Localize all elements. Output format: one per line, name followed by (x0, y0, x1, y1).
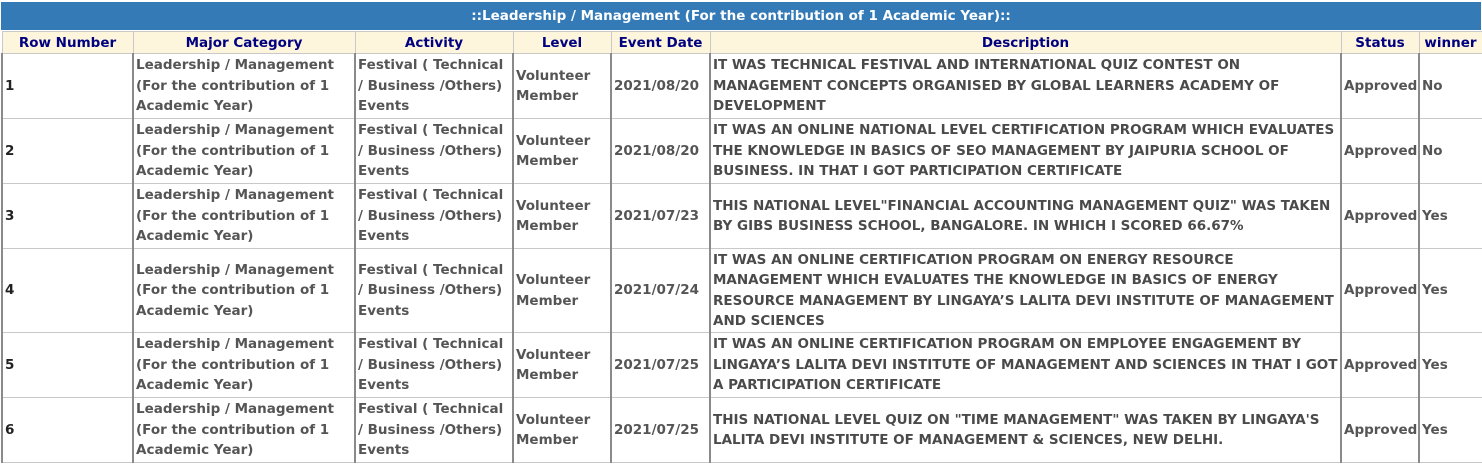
cell-major-category: Leadership / Management (For the contribution of 1 Academic Year) (133, 54, 355, 119)
header-description: Description (710, 32, 1341, 54)
cell-event-date: 2021/08/20 (611, 54, 710, 119)
cell-status: Approved (1341, 249, 1419, 333)
activity-panel (1, 2, 1481, 463)
cell-level: Volunteer Member (513, 333, 611, 398)
cell-event-date: 2021/08/20 (611, 119, 710, 184)
cell-description: THIS NATIONAL LEVEL"FINANCIAL ACCOUNTING MANAGEMENT QUIZ" WAS TAKEN BY GIBS BUSINESS SCHOOL, BANGALORE. IN WHICH I SCORED 66.67% (710, 184, 1341, 249)
cell-winner: No (1419, 54, 1482, 119)
cell-row-number: 1 (2, 54, 133, 119)
header-activity: Activity (355, 32, 513, 54)
activity-table (1, 31, 1482, 463)
table-row (2, 398, 1482, 463)
cell-activity: Festival ( Technical / Business /Others) Events (355, 398, 513, 463)
cell-status: Approved (1341, 398, 1419, 463)
table-row (2, 184, 1482, 249)
cell-major-category: Leadership / Management (For the contribution of 1 Academic Year) (133, 333, 355, 398)
cell-row-number: 2 (2, 119, 133, 184)
cell-row-number: 4 (2, 249, 133, 333)
cell-status: Approved (1341, 184, 1419, 249)
cell-level: Volunteer Member (513, 184, 611, 249)
cell-description: IT WAS AN ONLINE CERTIFICATION PROGRAM ON EMPLOYEE ENGAGEMENT BY LINGAYA’S LALITA DEVI INSTITUTE OF MANAGEMENT AND SCIENCES IN THAT I GOT A PARTICIPATION CERTIFICATE (710, 333, 1341, 398)
header-event-date: Event Date (611, 32, 710, 54)
cell-row-number: 5 (2, 333, 133, 398)
cell-winner: Yes (1419, 398, 1482, 463)
header-row-number: Row Number (2, 32, 133, 54)
cell-description: IT WAS AN ONLINE CERTIFICATION PROGRAM ON ENERGY RESOURCE MANAGEMENT WHICH EVALUATES THE KNOWLEDGE IN BASICS OF ENERGY RESOURCE MANAGEMENT BY LINGAYA’S LALITA DEVI INSTITUTE OF MANAGEMENT AND SCIENCES (710, 249, 1341, 333)
section-banner: ::Leadership / Management (For the contribution of 1 Academic Year):: (1, 2, 1481, 30)
table-row (2, 249, 1482, 333)
cell-level: Volunteer Member (513, 54, 611, 119)
header-winner: winner (1419, 32, 1482, 54)
cell-level: Volunteer Member (513, 398, 611, 463)
cell-row-number: 3 (2, 184, 133, 249)
header-status: Status (1341, 32, 1419, 54)
cell-status: Approved (1341, 333, 1419, 398)
cell-major-category: Leadership / Management (For the contribution of 1 Academic Year) (133, 184, 355, 249)
cell-status: Approved (1341, 54, 1419, 119)
cell-event-date: 2021/07/23 (611, 184, 710, 249)
cell-activity: Festival ( Technical / Business /Others) Events (355, 119, 513, 184)
table-row (2, 119, 1482, 184)
cell-winner: Yes (1419, 333, 1482, 398)
cell-major-category: Leadership / Management (For the contribution of 1 Academic Year) (133, 119, 355, 184)
cell-description: THIS NATIONAL LEVEL QUIZ ON "TIME MANAGEMENT" WAS TAKEN BY LINGAYA'S LALITA DEVI INSTITUTE OF MANAGEMENT & SCIENCES, NEW DELHI. (710, 398, 1341, 463)
header-major-category: Major Category (133, 32, 355, 54)
cell-activity: Festival ( Technical / Business /Others) Events (355, 249, 513, 333)
cell-activity: Festival ( Technical / Business /Others) Events (355, 333, 513, 398)
cell-winner: No (1419, 119, 1482, 184)
cell-row-number: 6 (2, 398, 133, 463)
cell-event-date: 2021/07/24 (611, 249, 710, 333)
cell-level: Volunteer Member (513, 249, 611, 333)
cell-event-date: 2021/07/25 (611, 398, 710, 463)
cell-major-category: Leadership / Management (For the contribution of 1 Academic Year) (133, 249, 355, 333)
cell-activity: Festival ( Technical / Business /Others) Events (355, 184, 513, 249)
cell-description: IT WAS TECHNICAL FESTIVAL AND INTERNATIONAL QUIZ CONTEST ON MANAGEMENT CONCEPTS ORGANISED BY GLOBAL LEARNERS ACADEMY OF DEVELOPMENT (710, 54, 1341, 119)
cell-activity: Festival ( Technical / Business /Others) Events (355, 54, 513, 119)
table-header (2, 32, 1482, 54)
table-row (2, 54, 1482, 119)
cell-winner: Yes (1419, 249, 1482, 333)
cell-description: IT WAS AN ONLINE NATIONAL LEVEL CERTIFICATION PROGRAM WHICH EVALUATES THE KNOWLEDGE IN BASICS OF SEO MANAGEMENT BY JAIPURIA SCHOOL OF BUSINESS. IN THAT I GOT PARTICIPATION CERTIFICATE (710, 119, 1341, 184)
header-level: Level (513, 32, 611, 54)
cell-major-category: Leadership / Management (For the contribution of 1 Academic Year) (133, 398, 355, 463)
table-body (2, 54, 1482, 463)
cell-winner: Yes (1419, 184, 1482, 249)
table-row (2, 333, 1482, 398)
cell-level: Volunteer Member (513, 119, 611, 184)
cell-event-date: 2021/07/25 (611, 333, 710, 398)
cell-status: Approved (1341, 119, 1419, 184)
